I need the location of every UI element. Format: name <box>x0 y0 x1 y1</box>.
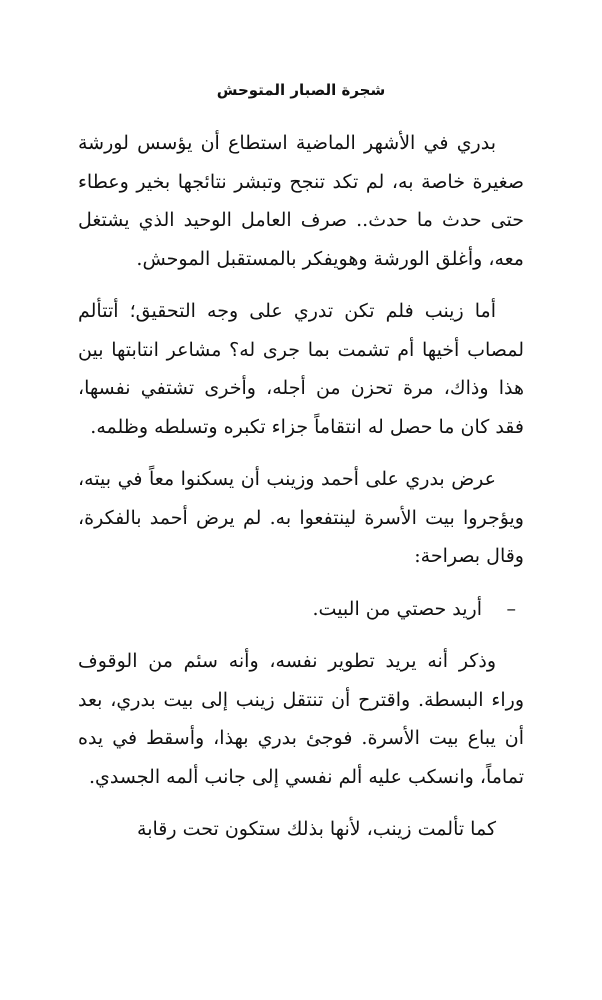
body-text <box>78 124 524 863</box>
paragraph: أما زينب فلم تكن تدري على وجه التحقيق؛ أتتألم لمصاب أخيها أم تشمت بما جرى له؟ مشاعر انتابتها بين هذا وذاك، مرة تحزن من أجله، وأخرى تشتفي نفسها، فقد كان ما حصل له انتقاماً جزاء تكبره وتسلطه وظلمه. <box>78 300 524 438</box>
paragraph: بدري في الأشهر الماضية استطاع أن يؤسس لورشة صغيرة خاصة به، لم تكد تنجح وتبشر نتائجها بخير وعطاء حتى حدث ما حدث.. صرف العامل الوحيد الذي يشتغل معه، وأغلق الورشة وهويفكر بالمستقبل الموحش. <box>78 132 524 270</box>
paragraph: عرض بدري على أحمد وزينب أن يسكنوا معاً في بيته، ويؤجروا بيت الأسرة لينتفعوا به. لم يرض أحمد بالفكرة، وقال بصراحة: <box>78 468 524 567</box>
dialogue-text: أريد حصتي من البيت. <box>312 597 482 620</box>
dialogue-dash: – <box>506 597 516 620</box>
paragraph: كما تألمت زينب، لأنها بذلك ستكون تحت رقابة <box>137 818 496 840</box>
dialogue-line <box>78 590 524 629</box>
paragraph: وذكر أنه يريد تطوير نفسه، وأنه سئم من الوقوف وراء البسطة. واقترح أن تنتقل زينب إلى بيت بدري، بعد أن يباع بيت الأسرة. فوجئ بدري بهذا، وأسقط في يده تماماً، وانسكب عليه ألم نفسي إلى جانب ألمه الجسدي. <box>78 650 524 788</box>
chapter-title: شجرة الصبار المتوحش <box>216 81 386 99</box>
